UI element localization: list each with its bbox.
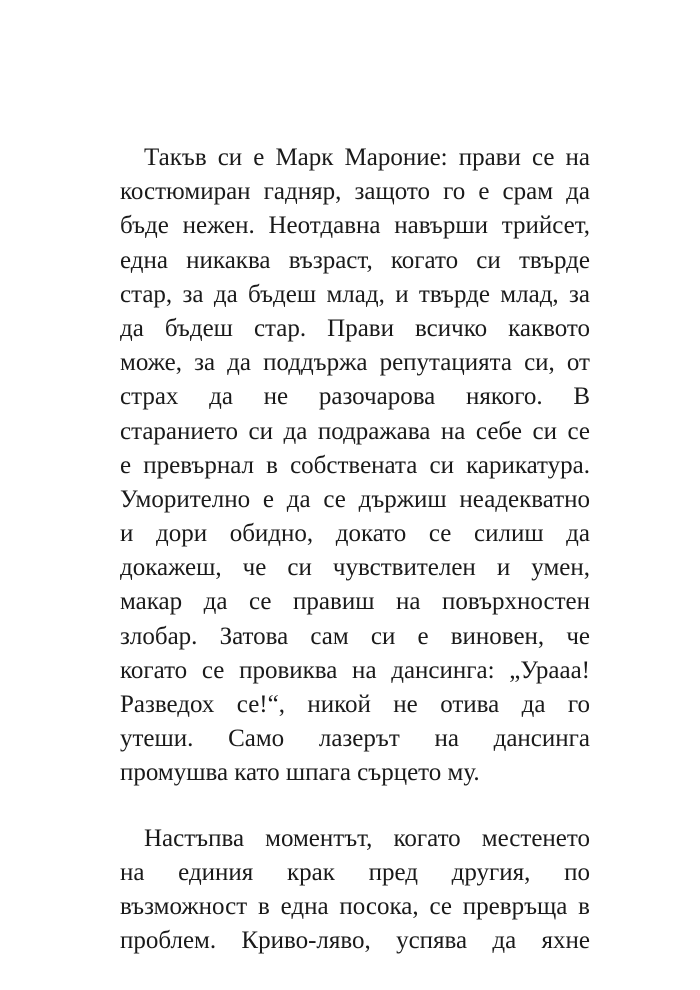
text-line: Такъв си е Марк Мароние: прави се на	[144, 144, 590, 171]
text-line: бъде нежен. Неотдавна навърши трийсет,	[120, 212, 590, 240]
text-line: макар да се правиш на повърхностен	[120, 588, 590, 616]
text-line: Настъпва моментът, когато местенето	[144, 824, 590, 852]
text-line: възможност в една посока, се превръща в	[120, 892, 590, 920]
text-line: да бъдеш стар. Прави всичко каквото	[120, 314, 590, 342]
text-line: костюмиран гадняр, защото го е срам да	[120, 178, 590, 206]
paragraph-2	[120, 822, 590, 959]
text-line: докажеш, че си чувствителен и умен,	[120, 554, 590, 582]
text-line: и дори обидно, докато се силиш да	[120, 520, 590, 548]
text-line: злобар. Затова сам си е виновен, че	[120, 622, 590, 650]
paragraph-1	[120, 141, 590, 791]
text-line: една никаква възраст, когато си твърде	[120, 246, 590, 274]
text-line: на единия крак пред другия, по	[120, 858, 590, 886]
text-line: страх да не разочарова някого. В	[120, 383, 590, 411]
text-line: промушва като шпага сърцето му.	[120, 759, 480, 787]
text-line: старанието си да подражава на себе си се	[120, 417, 590, 445]
text-line: утеши. Само лазерът на дансинга	[120, 725, 590, 753]
text-line: когато се провиква на дансинга: „Урааа!	[120, 656, 590, 684]
text-line: е превърнал в собствената си карикатура.	[120, 451, 590, 479]
text-line: може, за да поддържа репутацията си, от	[120, 349, 590, 377]
text-line: проблем. Криво-ляво, успява да яхне	[120, 927, 590, 955]
text-line: стар, за да бъдеш млад, и твърде млад, за	[120, 280, 590, 308]
text-line: Разведох се!“, никой не отива да го	[120, 691, 590, 718]
body-text	[120, 141, 590, 958]
text-line: Уморително е да се държиш неадекватно	[120, 485, 590, 513]
